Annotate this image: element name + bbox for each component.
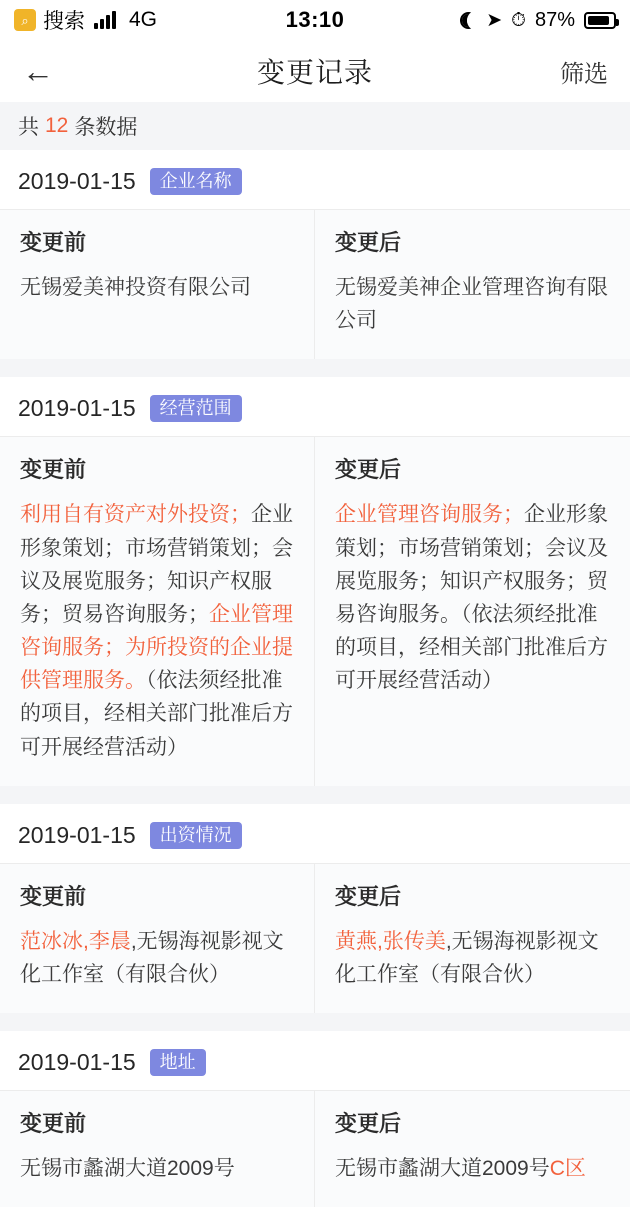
back-arrow-icon[interactable]: ← (22, 53, 54, 89)
status-bar-right (460, 9, 616, 32)
change-record-item[interactable] (0, 1031, 630, 1207)
record-before-column (0, 864, 315, 1013)
record-type-badge: 经营范围 (150, 395, 242, 422)
change-text-segment: ,无锡海视影视文化工作室（有限合伙） (335, 929, 599, 986)
record-date: 2019-01-15 (18, 821, 136, 848)
record-body (0, 1090, 630, 1207)
record-date: 2019-01-15 (18, 395, 136, 422)
record-before-column (0, 210, 315, 359)
change-text-segment: 无锡市蠡湖大道2009号 (20, 1157, 235, 1181)
record-after-column (315, 210, 630, 359)
change-text-segment: 黄燕,张传美 (335, 929, 446, 953)
status-bar (0, 0, 630, 40)
record-header (0, 804, 630, 863)
record-date: 2019-01-15 (18, 168, 136, 194)
record-after-column (315, 864, 630, 1013)
nav-bar (0, 40, 630, 102)
change-record-item[interactable] (0, 377, 630, 785)
after-value (335, 271, 610, 337)
change-text-segment: 企业管理咨询服务； (335, 503, 524, 527)
record-count-strip (0, 102, 630, 150)
count-prefix: 共 (18, 116, 39, 139)
carrier-label: 搜索 (43, 10, 85, 33)
change-record-list (0, 150, 630, 1207)
battery-percent-label: 87% (534, 8, 575, 31)
record-header (0, 150, 630, 209)
change-text-segment: 范冰冰,李晨 (20, 929, 131, 953)
before-label: 变更前 (20, 1111, 87, 1137)
record-body (0, 863, 630, 1013)
clock-label: 13:10 (285, 7, 345, 32)
after-value (335, 1152, 610, 1185)
filter-button[interactable]: 筛选 (560, 60, 608, 88)
record-date: 2019-01-15 (18, 1049, 136, 1076)
change-record-item[interactable] (0, 804, 630, 1013)
after-label: 变更后 (335, 457, 402, 483)
count-value: 12 (45, 114, 69, 137)
before-value (20, 925, 294, 991)
after-label: 变更后 (335, 230, 402, 255)
after-label: 变更后 (335, 883, 402, 909)
record-separator (0, 359, 630, 377)
record-separator (0, 1013, 630, 1031)
change-text-segment: 无锡爱美神投资有限公司 (20, 276, 251, 299)
record-before-column (0, 437, 315, 785)
record-type-badge: 企业名称 (150, 168, 242, 195)
record-header (0, 1031, 630, 1090)
change-text-segment: C区 (549, 1157, 586, 1181)
change-text-segment: 企业形象策划；市场营销策划；会议及展览服务；知识产权服务；贸易咨询服务。（依法须经批准的项目，经相关部门批准后方可开展经营活动） (335, 503, 608, 693)
after-label: 变更后 (335, 1111, 402, 1137)
app-badge-icon: ⌕ (14, 9, 36, 31)
change-text-segment: 企业管理咨询服务；为所投资的企业提供管理服务。 (20, 602, 293, 693)
record-after-column (315, 437, 630, 785)
crescent-moon-icon (460, 12, 477, 29)
before-value (20, 498, 294, 763)
record-type-badge: 出资情况 (150, 822, 242, 849)
change-text-segment: （依法须经批准的项目，经相关部门批准后方可开展经营活动） (20, 669, 293, 759)
before-value (20, 1152, 294, 1185)
before-value (20, 271, 294, 304)
after-value (335, 925, 610, 991)
before-label: 变更前 (20, 457, 87, 483)
record-after-column (315, 1091, 630, 1207)
battery-icon (584, 12, 616, 29)
change-text-segment: 企业形象策划；市场营销策划；会议及展览服务；知识产权服务；贸易咨询服务； (20, 503, 293, 626)
count-suffix: 条数据 (74, 116, 138, 139)
change-text-segment: 无锡爱美神企业管理咨询有限公司 (335, 276, 608, 333)
record-body (0, 436, 630, 785)
record-body (0, 209, 630, 359)
alarm-clock-icon: ⏱ (511, 9, 526, 31)
location-arrow-icon: ➤ (486, 9, 503, 31)
change-record-item[interactable] (0, 150, 630, 359)
change-text-segment: 无锡市蠡湖大道2009号 (335, 1157, 550, 1181)
page-title: 变更记录 (256, 57, 373, 88)
record-before-column (0, 1091, 315, 1207)
network-label: 4G (129, 8, 158, 31)
before-label: 变更前 (20, 883, 87, 909)
after-value (335, 498, 610, 697)
change-text-segment: ,无锡海视影视文化工作室（有限合伙） (20, 929, 284, 986)
record-separator (0, 786, 630, 804)
before-label: 变更前 (20, 230, 87, 255)
change-text-segment: 利用自有资产对外投资； (20, 503, 251, 527)
record-header (0, 377, 630, 436)
record-type-badge: 地址 (150, 1049, 206, 1076)
